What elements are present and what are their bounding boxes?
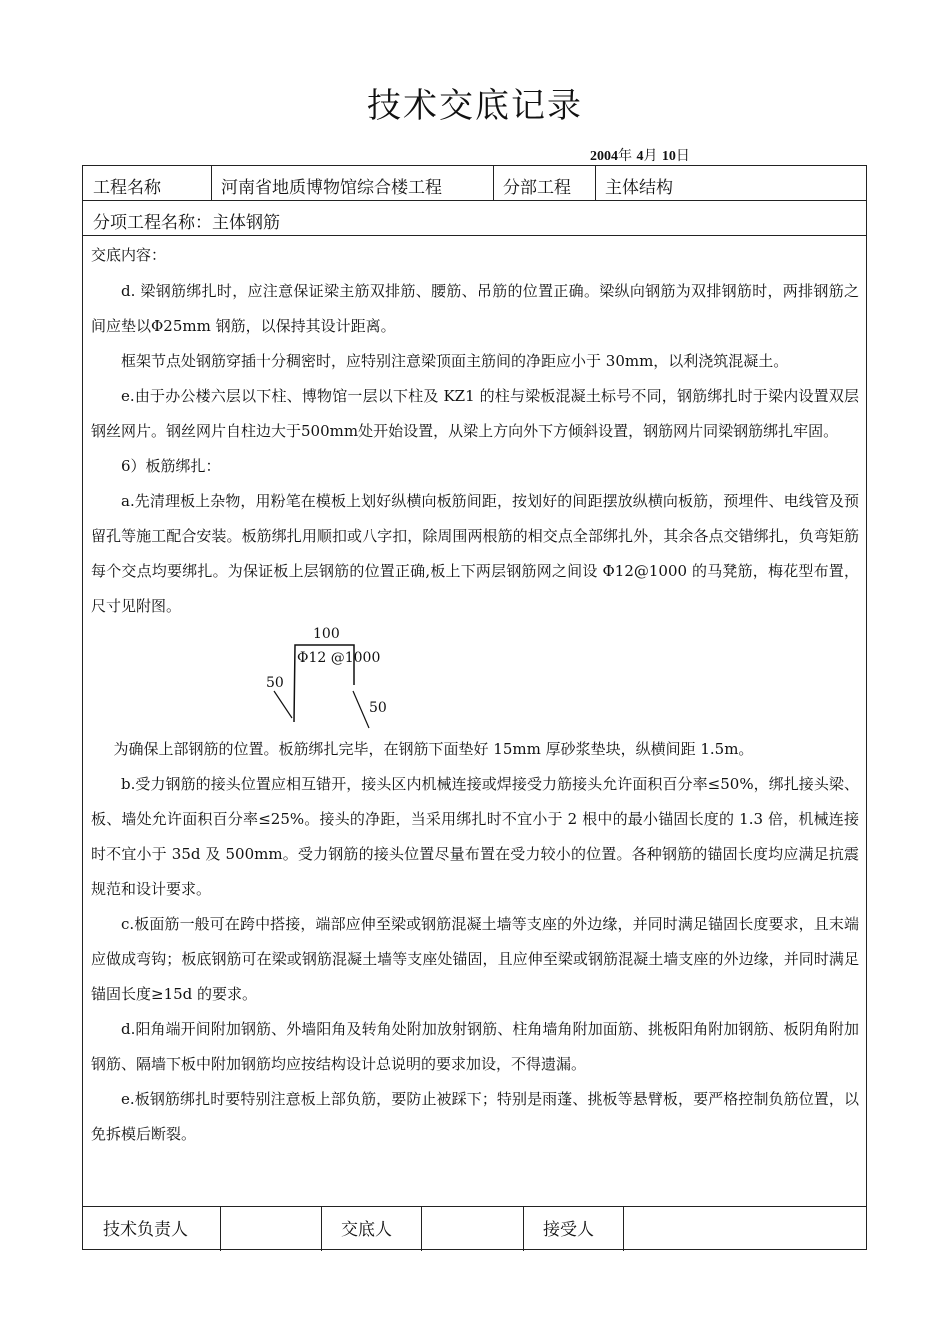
division-value: 主体结构 xyxy=(605,178,673,198)
date-year-unit: 年 xyxy=(618,148,632,164)
date-month-unit: 月 xyxy=(643,148,658,164)
col-divider xyxy=(220,1206,221,1251)
paragraph-c-top-bars: c.板面筋一般可在跨中搭接，端部应伸至梁或钢筋混凝土墙等支座的外边缘，并同时满足锚固长度要求，且末端应做成弯钩；板底钢筋可在梁或钢筋混凝土墙等支座处锚固，且应伸至梁或钢筋混凝土墙支座的外边缘，并同时满足锚固长度≥15d 的要求。 xyxy=(91,915,859,1003)
date-day: 10 xyxy=(661,149,676,164)
receiver-label: 接受人 xyxy=(543,1220,594,1240)
project-name-value: 河南省地质博物馆综合楼工程 xyxy=(221,178,442,198)
paragraph-a-slab: a.先清理板上杂物，用粉笔在模板上划好纵横向板筋间距，按划好的间距摆放纵横向板筋，预埋件、电线管及预留孔等施工配合安装。板筋绑扎用顺扣或八字扣，除周围两根筋的相交点全部绑扎外，其余各点交错绑扎，负弯矩筋每个交点均要绑扎。为保证板上层钢筋的位置正确,板上下两层钢筋网之间设 Φ12@1000 的马凳筋，梅花型布置，尺寸见附图。 xyxy=(91,492,859,615)
diagram-dim-top: 100 xyxy=(313,626,340,642)
row-divider xyxy=(83,235,866,236)
chair-bar-diagram xyxy=(259,624,459,732)
paragraph-spacer-block: 为确保上部钢筋的位置。板筋绑扎完毕，在钢筋下面垫好 15mm 厚砂浆垫块，纵横间距 1.5m。 xyxy=(113,740,754,758)
col-divider xyxy=(493,166,494,200)
record-table xyxy=(82,165,867,1250)
diagram-spec: Φ12 @1000 xyxy=(297,650,381,666)
division-label: 分部工程 xyxy=(503,178,571,198)
date-year: 2004 xyxy=(590,149,618,164)
disclosure-content xyxy=(91,244,859,1152)
paragraph-e-mesh: e.由于办公楼六层以下柱、博物馆一层以下柱及 KZ1 的柱与梁板混凝土标号不同，钢筋绑扎时于梁内设置双层钢丝网片。钢丝网片自柱边大于500mm处开始设置，从梁上方向外下方倾斜设置，钢筋网片同梁钢筋绑扎牢固。 xyxy=(91,387,859,440)
col-divider xyxy=(421,1206,422,1251)
paragraph-e-negative: e.板钢筋绑扎时要特别注意板上部负筋，要防止被踩下；特别是雨蓬、挑板等悬臂板，要严格控制负筋位置，以免拆模后断裂。 xyxy=(91,1090,859,1143)
paragraph-b-splice: b.受力钢筋的接头位置应相互错开，接头区内机械连接或焊接受力筋接头允许面积百分率≤50%，绑扎接头梁、板、墙处允许面积百分率≤25%。接头的净距，当采用绑扎时不宜小于 2 根中的最小锚固长度的 1.3 倍，机械连接时不宜小于 35d 及 500mm。受力钢筋的接头位置尽量布置在受力较小的位置。各种钢筋的锚固长度均应满足抗震规范和设计要求。 xyxy=(91,775,859,898)
subitem-name: 分项工程名称：主体钢筋 xyxy=(93,213,280,233)
col-divider xyxy=(523,1206,524,1251)
tech-lead-label: 技术负责人 xyxy=(103,1220,188,1240)
paragraph-slab-heading: 6）板筋绑扎： xyxy=(121,457,221,475)
record-date xyxy=(590,145,690,165)
date-month: 4 xyxy=(636,149,644,164)
paragraph-d-beam: d. 梁钢筋绑扎时，应注意保证梁主筋双排筋、腰筋、吊筋的位置正确。梁纵向钢筋为双排钢筋时，两排钢筋之间应垫以Φ25mm 钢筋，以保持其设计距离。 xyxy=(91,282,859,335)
chair-bar-shape xyxy=(259,624,459,732)
col-divider xyxy=(595,166,596,200)
presenter-label: 交底人 xyxy=(341,1220,392,1240)
col-divider xyxy=(211,166,212,200)
paragraph-joint: 框架节点处钢筋穿插十分稠密时，应特别注意梁顶面主筋间的净距应小于 30mm，以利浇筑混凝土。 xyxy=(121,352,789,370)
col-divider xyxy=(623,1206,624,1251)
row-divider xyxy=(83,200,866,201)
col-divider xyxy=(321,1206,322,1251)
diagram-dim-right: 50 xyxy=(369,700,387,716)
paragraph-d-additional: d.阳角端开间附加钢筋、外墙阳角及转角处附加放射钢筋、柱角墙角附加面筋、挑板阳角附加钢筋、板阴角附加钢筋、隔墙下板中附加钢筋均应按结构设计总说明的要求加设，不得遗漏。 xyxy=(91,1020,859,1073)
project-name-label: 工程名称 xyxy=(93,178,161,198)
diagram-dim-left: 50 xyxy=(266,675,284,691)
footer-divider xyxy=(83,1206,866,1207)
page-title: 技术交底记录 xyxy=(367,86,583,126)
content-label: 交底内容： xyxy=(91,246,167,264)
date-day-unit: 日 xyxy=(675,148,690,164)
